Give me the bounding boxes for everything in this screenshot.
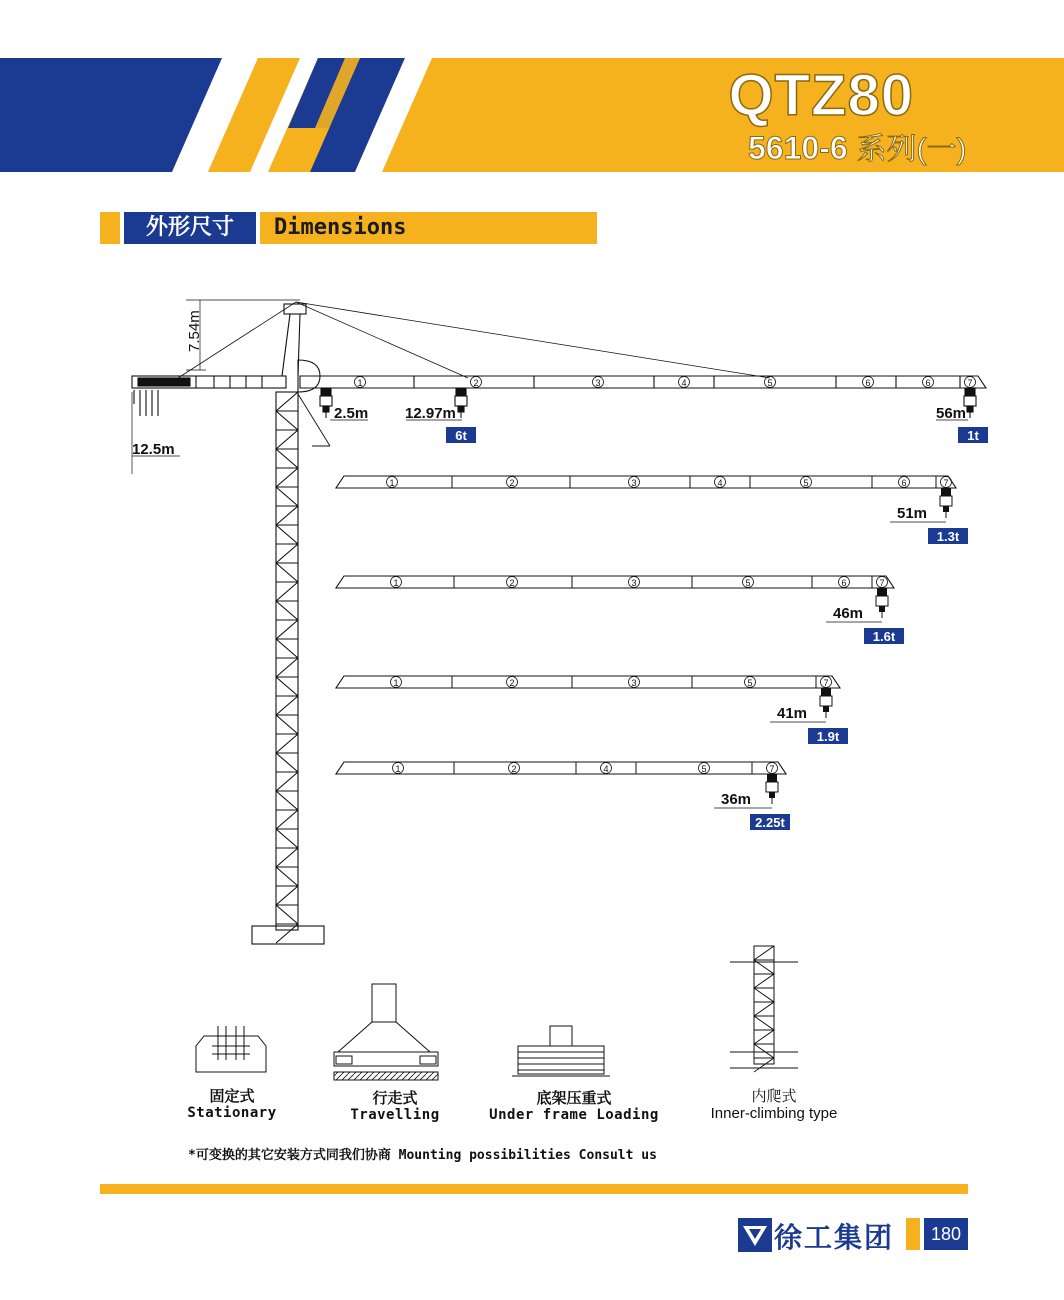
config-radius: 36m bbox=[720, 791, 752, 808]
main-jib-section-labels bbox=[355, 377, 976, 389]
mount-en: Stationary bbox=[187, 1105, 277, 1121]
section-number: 5 bbox=[803, 478, 809, 488]
section-number: 7 bbox=[769, 764, 775, 774]
mounting-travelling bbox=[334, 984, 438, 1080]
section-number: 1 bbox=[393, 578, 399, 588]
jib-config bbox=[336, 576, 904, 644]
hook-trolley bbox=[320, 388, 332, 418]
min-radius-label: 2.5m bbox=[334, 405, 369, 422]
section-number: 6 bbox=[901, 478, 907, 488]
mount-en: Under frame Loading bbox=[489, 1107, 659, 1123]
mount-label-underframe bbox=[482, 1090, 666, 1124]
mid-radius-label: 12.97m bbox=[405, 405, 456, 422]
mount-label-inner-climbing bbox=[696, 1088, 852, 1122]
config-radius: 51m bbox=[896, 505, 928, 522]
section-number: 7 bbox=[943, 478, 949, 488]
section-number: 6 bbox=[865, 378, 871, 388]
mount-en: Inner-climbing type bbox=[710, 1105, 838, 1122]
counterweights bbox=[134, 390, 158, 416]
section-number: 1 bbox=[393, 678, 399, 688]
section-number: 2 bbox=[509, 578, 515, 588]
section-number: 4 bbox=[603, 764, 609, 774]
section-number: 2 bbox=[509, 478, 515, 488]
config-load: 1.9t bbox=[816, 729, 840, 744]
hook-trolley bbox=[455, 388, 467, 418]
section-number: 2 bbox=[509, 678, 515, 688]
config-load: 1.3t bbox=[936, 529, 960, 544]
mounting-inner-climbing bbox=[730, 946, 798, 1072]
config-load: 2.25t bbox=[755, 815, 785, 830]
mid-load-label: 6t bbox=[455, 428, 467, 443]
mount-cn: 固定式 bbox=[209, 1087, 255, 1105]
hook-trolley bbox=[876, 588, 888, 618]
mounting-note: *可变换的其它安装方式同我们协商 Mounting possibilities Consult us bbox=[188, 1148, 657, 1163]
mounting-stationary bbox=[196, 1026, 266, 1072]
mount-en: Travelling bbox=[350, 1107, 440, 1123]
section-number: 7 bbox=[879, 578, 885, 588]
mount-cn: 底架压重式 bbox=[536, 1089, 612, 1107]
section-number: 6 bbox=[841, 578, 847, 588]
tip-load-label: 1t bbox=[967, 428, 979, 443]
section-number: 5 bbox=[745, 578, 751, 588]
section-number: 6 bbox=[925, 378, 931, 388]
mount-label-travelling bbox=[334, 1090, 456, 1124]
jib-config bbox=[336, 676, 848, 744]
section-number: 3 bbox=[631, 678, 637, 688]
config-radius: 41m bbox=[776, 705, 808, 722]
subtitle-code: 5610-6 bbox=[748, 130, 848, 166]
footer-bar bbox=[100, 1184, 968, 1194]
section-title-en: Dimensions bbox=[260, 212, 597, 244]
section-title-cn: 外形尺寸 bbox=[124, 212, 256, 244]
jib-config bbox=[336, 476, 968, 544]
section-number: 4 bbox=[681, 378, 687, 388]
section-number: 1 bbox=[389, 478, 395, 488]
tower-base bbox=[252, 926, 324, 944]
section-number: 7 bbox=[823, 678, 829, 688]
section-number: 5 bbox=[701, 764, 707, 774]
mount-cn: 内爬式 bbox=[751, 1087, 797, 1105]
hook-trolley bbox=[940, 488, 952, 518]
mast-lattice bbox=[276, 392, 298, 943]
section-number: 2 bbox=[511, 764, 517, 774]
model-title: QTZ80 bbox=[728, 63, 914, 128]
section-number: 3 bbox=[595, 378, 601, 388]
subtitle-series: 系列(一) bbox=[856, 133, 967, 166]
section-number: 5 bbox=[747, 678, 753, 688]
mount-cn: 行走式 bbox=[372, 1089, 418, 1107]
section-number: 1 bbox=[357, 378, 363, 388]
jib-config bbox=[336, 762, 790, 830]
section-number: 3 bbox=[631, 478, 637, 488]
section-number: 5 bbox=[767, 378, 773, 388]
hook-trolley bbox=[766, 774, 778, 804]
main-jib bbox=[300, 376, 986, 388]
mounting-underframe bbox=[512, 1026, 610, 1076]
config-load: 1.6t bbox=[872, 629, 896, 644]
mount-label-stationary bbox=[172, 1088, 292, 1122]
page-number: 180 bbox=[924, 1218, 968, 1250]
tip-radius-label: 56m bbox=[936, 405, 967, 422]
height-label: 7.54m bbox=[186, 310, 203, 352]
section-number: 3 bbox=[631, 578, 637, 588]
jib-configurations bbox=[336, 476, 968, 830]
config-radius: 46m bbox=[832, 605, 864, 622]
section-number: 4 bbox=[717, 478, 723, 488]
page-stripe bbox=[906, 1218, 920, 1250]
section-number: 2 bbox=[473, 378, 479, 388]
section-number: 7 bbox=[967, 378, 973, 388]
section-number: 1 bbox=[395, 764, 401, 774]
brand-name: 徐工集团 bbox=[774, 1221, 895, 1254]
counter-jib-label: 12.5m bbox=[132, 441, 175, 458]
hook-trolley bbox=[820, 688, 832, 718]
